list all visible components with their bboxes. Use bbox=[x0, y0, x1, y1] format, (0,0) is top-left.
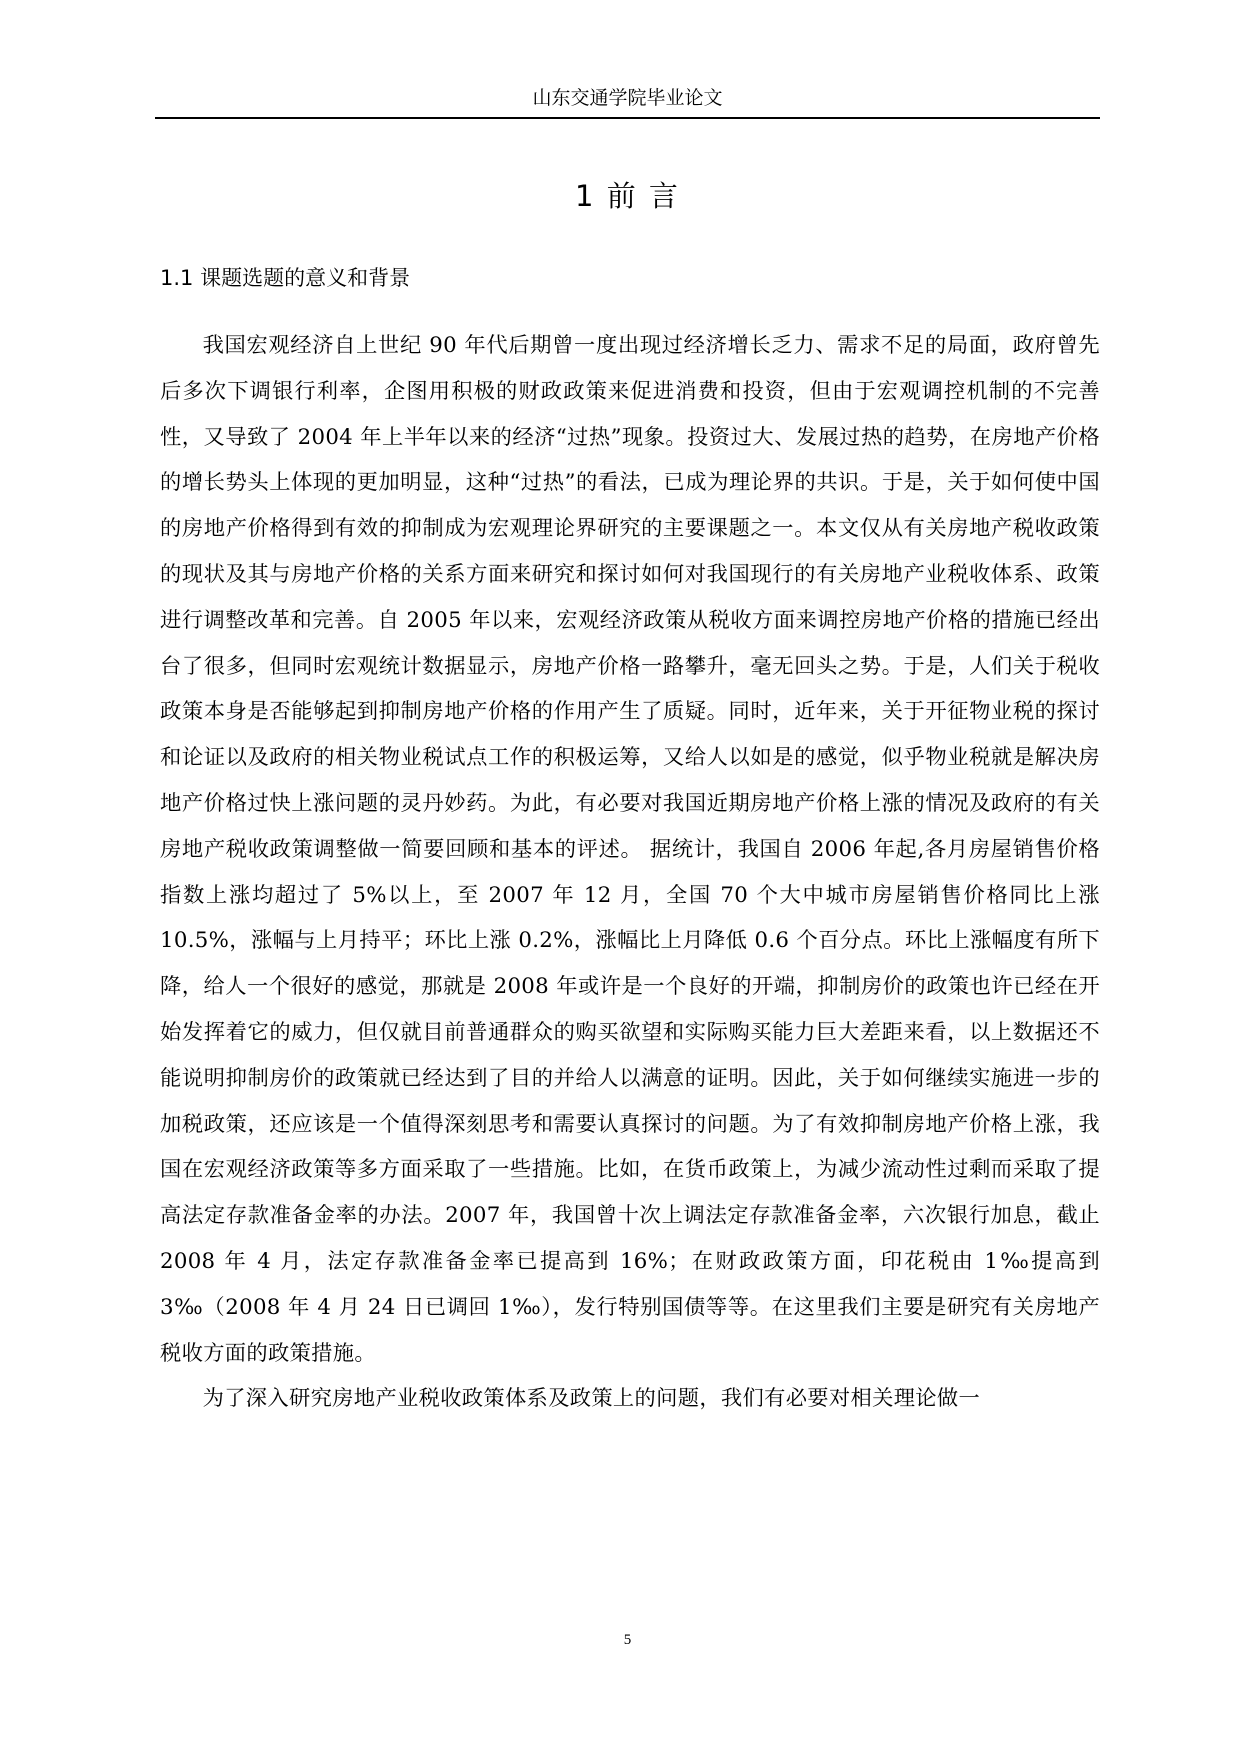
header-rule bbox=[155, 117, 1100, 119]
chapter-title: 1 前 言 bbox=[575, 179, 680, 213]
running-header: 山东交通学院毕业论文 bbox=[532, 87, 723, 109]
section-heading: 1.1 课题选题的意义和背景 bbox=[160, 266, 411, 290]
body-text bbox=[160, 323, 1100, 1422]
body-paragraph: 为了深入研究房地产业税收政策体系及政策上的问题，我们有必要对相关理论做一 bbox=[202, 1386, 981, 1412]
body-paragraph: 我国宏观经济自上世纪 90 年代后期曾一度出现过经济增长乏力、需求不足的局面，政府曾先后多次下调银行利率，企图用积极的财政政策来促进消费和投资，但由于宏观调控机制的不完善性，又导致了 2004 年上半年以来的经济“过热”现象。投资过大、发展过热的趋势，在房地产价格的增长势头上体现的更加明显，这种“过热”的看法，已成为理论界的共识。于是，关于如何使中国的房地产价格得到有效的抑制成为宏观理论界研究的主要课题之一。本文仅从有关房地产税收政策的现状及其与房地产价格的关系方面来研究和探讨如何对我国现行的有关房地产业税收体系、政策进行调整改革和完善。自 2005 年以来，宏观经济政策从税收方面来调控房地产价格的措施已经出台了很多，但同时宏观统计数据显示，房地产价格一路攀升，毫无回头之势。于是，人们关于税收政策本身是否能够起到抑制房地产价格的作用产生了质疑。同时，近年来，关于开征物业税的探讨和论证以及政府的相关物业税试点工作的积极运筹，又给人以如是的感觉，似乎物业税就是解决房地产价格过快上涨问题的灵丹妙药。为此，有必要对我国近期房地产价格上涨的情况及政府的有关房地产税收政策调整做一简要回顾和基本的评述。 据统计，我国自 2006 年起,各月房屋销售价格指数上涨均超过了 5%以上，至 2007 年 12 月，全国 70 个大中城市房屋销售价格同比上涨 10.5%，涨幅与上月持平；环比上涨 0.2%，涨幅比上月降低 0.6 个百分点。环比上涨幅度有所下降，给人一个很好的感觉，那就是 2008 年或许是一个良好的开端，抑制房价的政策也许已经在开始发挥着它的威力，但仅就目前普通群众的购买欲望和实际购买能力巨大差距来看，以上数据还不能说明抑制房价的政策就已经达到了目的并给人以满意的证明。因此，关于如何继续实施进一步的加税政策，还应该是一个值得深刻思考和需要认真探讨的问题。为了有效抑制房地产价格上涨，我国在宏观经济政策等多方面采取了一些措施。比如，在货币政策上，为减少流动性过剩而采取了提高法定存款准备金率的办法。2007 年，我国曾十次上调法定存款准备金率，六次银行加息，截止 2008 年 4 月，法定存款准备金率已提高到 16%；在财政政策方面，印花税由 1‰提高到 3‰（2008 年 4 月 24 日已调回 1‰），发行特别国债等等。在这里我们主要是研究有关房地产税收方面的政策措施。 bbox=[160, 333, 1100, 1366]
page-number: 5 bbox=[623, 1632, 632, 1648]
